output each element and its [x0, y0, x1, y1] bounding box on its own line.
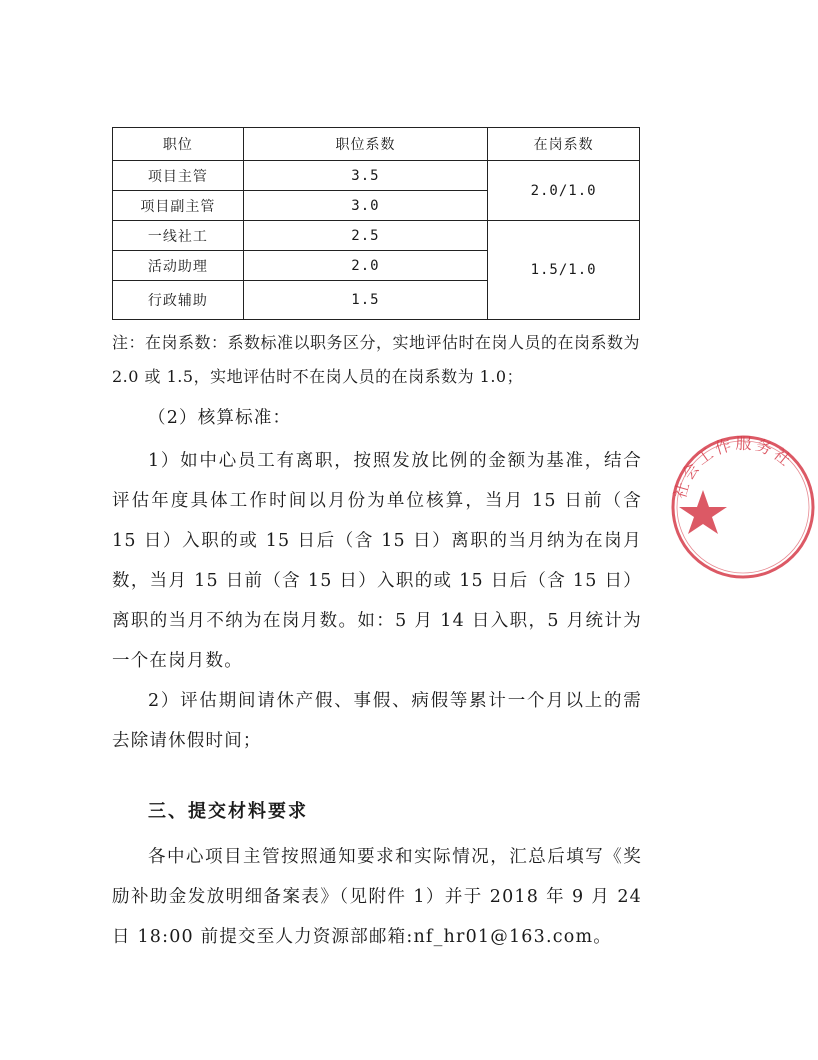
subheading: （2）核算标准：: [148, 408, 292, 428]
coef-cell: 2.5: [243, 221, 487, 251]
position-cell: 活动助理: [113, 251, 244, 281]
position-cell: 一线社工: [113, 221, 244, 251]
coefficient-table: [112, 127, 640, 320]
onpost-cell: 2.0/1.0: [488, 161, 640, 221]
header-onpost-coef: 在岗系数: [488, 128, 640, 161]
table-note: 注：在岗系数：系数标准以职务区分，实地评估时在岗人员的在岗系数为 2.0 或 1.5，实地评估时不在岗人员的在岗系数为 1.0；: [112, 333, 641, 386]
position-cell: 项目主管: [113, 161, 244, 191]
position-cell: 行政辅助: [113, 281, 244, 320]
paragraph-1: 1）如中心员工有离职，按照发放比例的金额为基准，结合评估年度具体工作时间以月份为单位核算，当月 15 日前（含 15 日）入职的或 15 日后（含 15 日）离职的当月纳为在岗月数，当月 15 日前（含 15 日）入职的或 15 日后（含 15 日）离职的当月不纳为在岗月数。如：5 月 14 日入职，5 月统计为一个在岗月数。: [112, 451, 642, 671]
header-position: 职位: [113, 128, 244, 161]
paragraph-3: 各中心项目主管按照通知要求和实际情况，汇总后填写《奖励补助金发放明细备案表》（见附件 1）并于 2018 年 9 月 24 日 18:00 前提交至人力资源部邮箱:nf_hr01@163.com。: [112, 847, 642, 947]
section-heading: 三、提交材料要求: [148, 801, 308, 822]
svg-text:社会工作服务社: 社会工作服务社: [670, 433, 797, 501]
position-cell: 项目副主管: [113, 191, 244, 221]
coef-cell: 3.5: [243, 161, 487, 191]
coef-cell: 1.5: [243, 281, 487, 320]
coef-cell: 3.0: [243, 191, 487, 221]
onpost-cell: 1.5/1.0: [488, 221, 640, 320]
official-seal: [668, 432, 818, 582]
coef-cell: 2.0: [243, 251, 487, 281]
table-row: [113, 161, 640, 191]
header-position-coef: 职位系数: [243, 128, 487, 161]
table-header-row: [113, 128, 640, 161]
table-row: [113, 221, 640, 251]
paragraph-2: 2）评估期间请休产假、事假、病假等累计一个月以上的需去除请休假时间；: [112, 691, 642, 751]
